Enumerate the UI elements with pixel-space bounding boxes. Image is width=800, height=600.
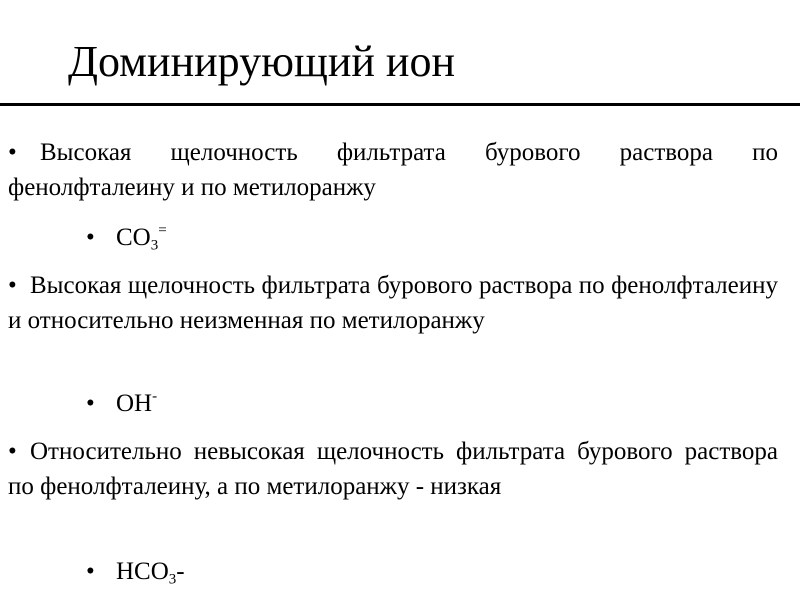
condition-text: Высокая щелочность фильтрата бурового раствора по фенолфталеину и относительно неизменная по метилоранжу — [8, 272, 778, 334]
condition-text: Высокая щелочность фильтрата бурового раствора по фенолфталеину и по метилоранжу — [8, 139, 778, 201]
ion-formula — [116, 558, 185, 588]
bullet-glyph: • — [86, 558, 95, 585]
ion-item — [86, 386, 157, 421]
bullet-glyph: • — [8, 272, 17, 299]
slide-title: Доминирующий ион — [68, 37, 456, 86]
ion-formula — [116, 390, 157, 417]
ion-base: CO — [116, 224, 151, 251]
condition-item — [8, 434, 778, 504]
ion-item — [86, 220, 167, 255]
bullet-glyph: • — [86, 224, 95, 251]
title-divider — [0, 103, 800, 106]
condition-text: Относительно невысокая щелочность фильтрата бурового раствора по фенолфталеину, а по метилоранжу - низкая — [8, 438, 778, 500]
ion-charge: - — [152, 388, 158, 405]
ion-charge: = — [158, 222, 167, 239]
bullet-glyph: • — [86, 390, 95, 417]
ion-base: HCO — [116, 558, 169, 585]
ion-subscript: 3 — [168, 571, 177, 588]
ion-base: OH — [116, 390, 153, 417]
bullet-glyph: • — [8, 438, 17, 465]
ion-tail: - — [176, 558, 185, 585]
bullet-glyph: • — [8, 139, 17, 166]
condition-item — [8, 135, 778, 205]
ion-formula — [116, 222, 167, 254]
ion-subscript: 3 — [150, 237, 159, 254]
ion-item — [86, 554, 185, 589]
condition-item — [8, 268, 778, 338]
